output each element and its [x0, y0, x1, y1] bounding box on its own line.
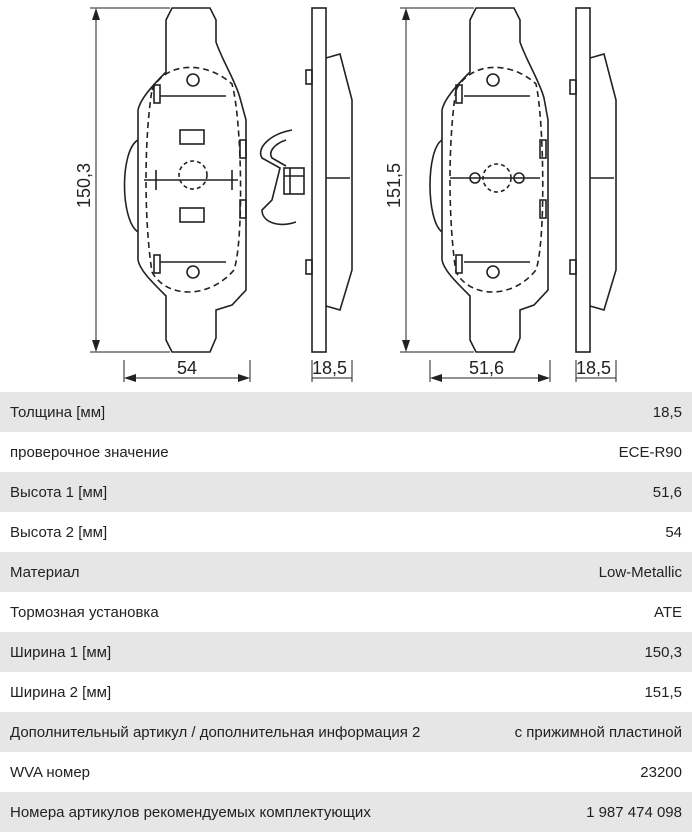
spec-value: 23200 — [640, 763, 682, 781]
thickness-right-label: 18,5 — [576, 358, 612, 378]
spec-label: проверочное значение — [10, 443, 169, 461]
spec-label: WVA номер — [10, 763, 91, 781]
spec-row-height-1 — [0, 472, 692, 512]
height-left-label: 150,3 — [74, 162, 94, 208]
spec-label: Дополнительный артикул / дополнительная информация 2 — [10, 723, 421, 741]
height-right-label: 151,5 — [384, 162, 404, 208]
left-pad-side-view — [306, 8, 352, 352]
spec-row-height-2 — [0, 512, 692, 552]
spec-value: 150,3 — [644, 643, 682, 661]
right-pad-side-view — [570, 8, 616, 352]
spec-value: 51,6 — [652, 483, 682, 501]
right-height-dimension — [400, 8, 474, 352]
thickness-left-label: 18,5 — [312, 358, 348, 378]
spec-row-recommended-parts — [0, 792, 692, 832]
spec-row-wva-number — [0, 752, 692, 792]
technical-drawing — [0, 0, 692, 392]
specs-table — [0, 392, 692, 832]
spec-label: Номера артикулов рекомендуемых комплектующих — [10, 803, 371, 821]
spec-value: 54 — [665, 523, 682, 541]
spec-row-material — [0, 552, 692, 592]
spec-label: Материал — [10, 563, 80, 581]
spec-label: Ширина 1 [мм] — [10, 643, 112, 661]
spec-label: Толщина [мм] — [10, 403, 106, 421]
spec-row-extra-info — [0, 712, 692, 752]
spring-clip — [261, 130, 304, 224]
left-pad-front-view — [125, 8, 247, 352]
spec-value: 151,5 — [644, 683, 682, 701]
spec-label: Высота 1 [мм] — [10, 483, 108, 501]
spec-value: 18,5 — [652, 403, 682, 421]
spec-row-width-2 — [0, 672, 692, 712]
width-left-label: 54 — [177, 358, 198, 378]
spec-row-test-value — [0, 432, 692, 472]
spec-value: 1 987 474 098 — [586, 803, 682, 821]
width-right-label: 51,6 — [469, 358, 505, 378]
spec-label: Высота 2 [мм] — [10, 523, 108, 541]
spec-value: Low-Metallic — [598, 563, 682, 581]
spec-row-thickness — [0, 392, 692, 432]
spec-row-brake-system — [0, 592, 692, 632]
spec-label: Тормозная установка — [10, 603, 159, 621]
spec-label: Ширина 2 [мм] — [10, 683, 112, 701]
spec-value: ECE-R90 — [618, 443, 682, 461]
right-pad-front-view — [430, 8, 548, 352]
spec-value: ATE — [653, 603, 682, 621]
spec-value: с прижимной пластиной — [514, 723, 682, 741]
spec-row-width-1 — [0, 632, 692, 672]
